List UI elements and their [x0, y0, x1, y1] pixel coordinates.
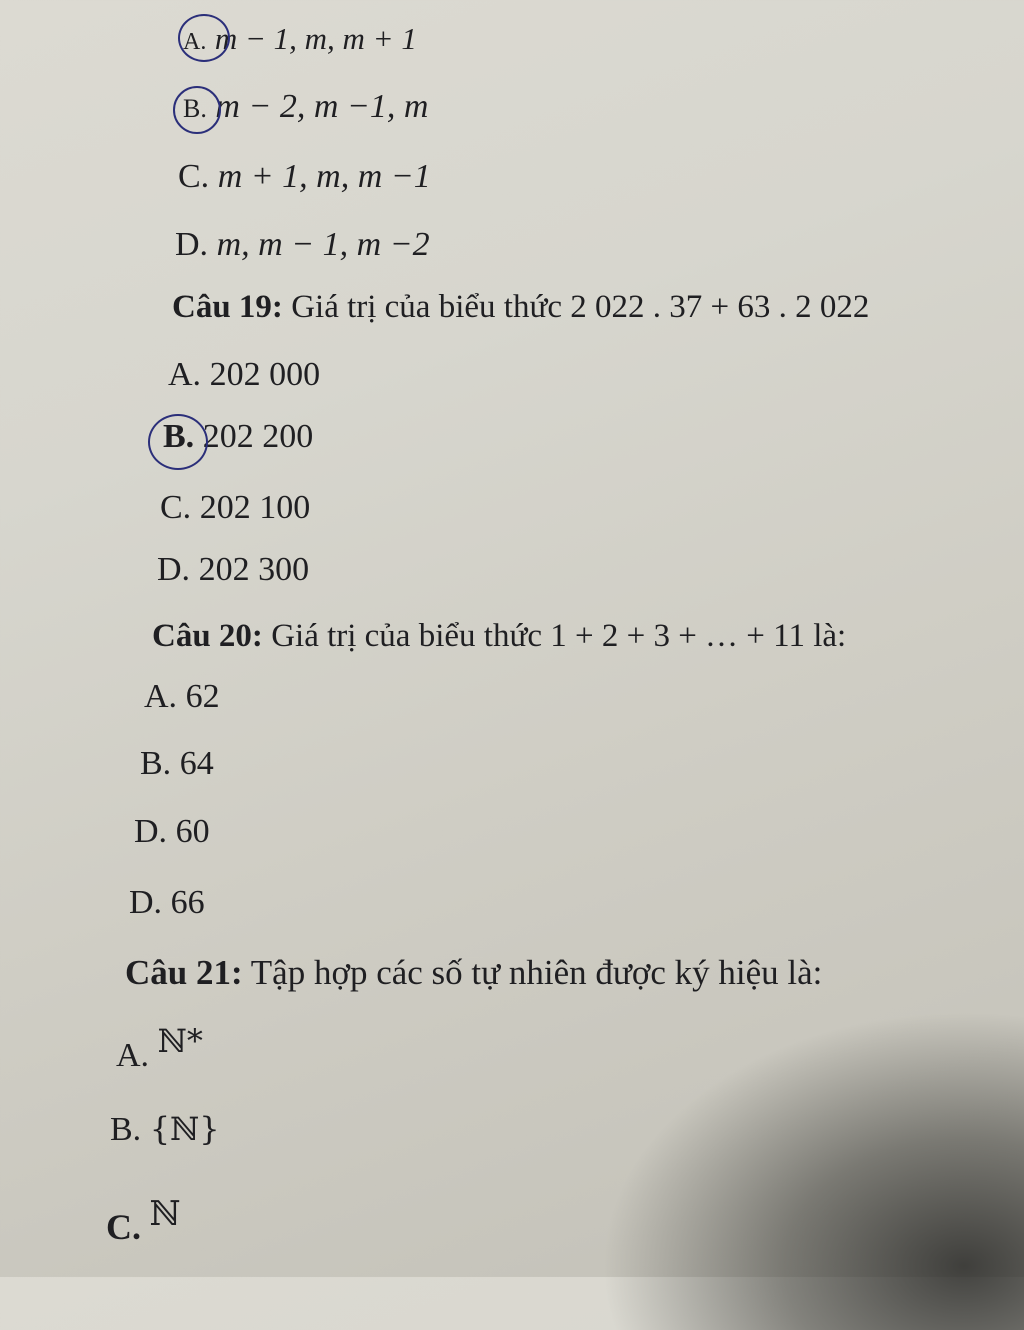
- q20-option-a-letter: A.: [144, 678, 178, 715]
- q19-text: Giá trị của biểu thức 2 022 . 37 + 63 . 2 022: [291, 289, 870, 325]
- q18-option-d: [175, 228, 430, 262]
- q20-label: Câu 20:: [152, 618, 263, 654]
- q18-option-a-text: m − 1, m, m + 1: [214, 21, 417, 56]
- q20-option-c-text: 60: [175, 813, 210, 850]
- q20-option-b-text: 64: [179, 745, 214, 782]
- q19-option-d-letter: D.: [157, 551, 191, 588]
- q19-option-b: [163, 420, 313, 454]
- q18-option-a: [183, 22, 417, 56]
- q19-option-a-text: 202 000: [209, 356, 321, 393]
- q21-option-a-text: ℕ*: [157, 1022, 203, 1060]
- q20-option-a-text: 62: [185, 678, 220, 715]
- q19-option-a: [168, 358, 320, 392]
- q19-option-d-text: 202 300: [198, 551, 310, 588]
- q21-option-c-letter: C.: [106, 1207, 141, 1247]
- q18-option-d-text: m, m − 1, m −2: [216, 226, 430, 263]
- q20-option-a: [144, 680, 220, 714]
- q20-option-c: [134, 815, 210, 849]
- q20-option-b: [140, 747, 214, 781]
- q21-label: Câu 21:: [125, 953, 243, 992]
- q20-option-d-text: 66: [170, 884, 205, 921]
- q19-option-c-letter: C.: [160, 489, 192, 526]
- q18-option-b: [183, 90, 428, 124]
- q21-option-b: [110, 1110, 220, 1148]
- q20-option-c-letter: D.: [134, 813, 168, 850]
- q18-option-c-text: m + 1, m, m −1: [217, 158, 431, 195]
- q20-text: Giá trị của biểu thức 1 + 2 + 3 + … + 11 là:: [271, 618, 847, 654]
- q21-option-a-letter: A.: [116, 1037, 150, 1074]
- q18-option-c-letter: C.: [178, 158, 210, 195]
- q19-option-b-text: 202 200: [202, 418, 314, 455]
- q21-question: [125, 955, 822, 990]
- q19-option-a-letter: A.: [168, 356, 202, 393]
- q19-question: [172, 291, 869, 324]
- q18-option-b-text: m − 2, m −1, m: [215, 88, 429, 125]
- q20-option-d: [129, 886, 205, 920]
- q21-option-c-text: ℕ: [149, 1194, 181, 1234]
- q18-option-a-letter: A.: [183, 29, 207, 55]
- q19-option-b-letter: B.: [163, 418, 195, 455]
- q21-option-a: [116, 1022, 203, 1074]
- q21-option-c: [106, 1194, 181, 1247]
- q19-option-c: [160, 491, 310, 525]
- q18-option-c: [178, 160, 431, 194]
- q19-option-c-text: 202 100: [199, 489, 311, 526]
- q19-option-d: [157, 553, 309, 587]
- q20-question: [152, 620, 846, 653]
- q20-option-b-letter: B.: [140, 745, 172, 782]
- q18-option-b-letter: B.: [183, 94, 207, 123]
- q21-text: Tập hợp các số tự nhiên được ký hiệu là:: [250, 953, 823, 992]
- q21-option-b-text: {ℕ}: [149, 1110, 220, 1148]
- q20-option-d-letter: D.: [129, 884, 163, 921]
- q18-option-d-letter: D.: [175, 226, 209, 263]
- hand-shadow: [600, 1010, 1024, 1330]
- q21-option-b-letter: B.: [110, 1111, 142, 1148]
- q19-label: Câu 19:: [172, 289, 283, 325]
